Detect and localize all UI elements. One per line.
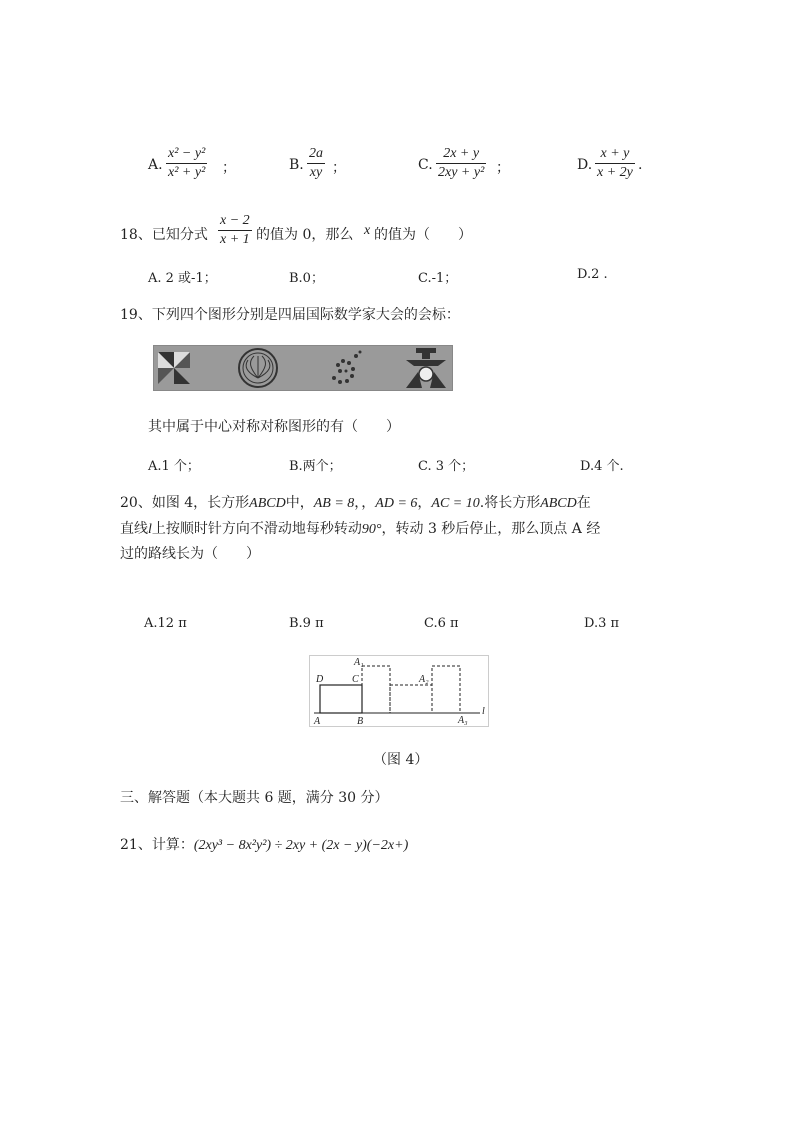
q20-line-2 <box>120 518 600 538</box>
q18-denominator: x + 1 <box>220 232 250 247</box>
q20-text-b: 中， <box>285 495 314 511</box>
logo-spiral <box>332 351 362 385</box>
q20-line2-b: 上按顺时针方向不滑动地每秒转动 <box>151 521 362 537</box>
q19-option-a: A.1 个； <box>148 459 200 474</box>
q17-b-end: ； <box>332 160 346 176</box>
q20-text-a: 20、如图 4，长方形 <box>120 495 250 511</box>
q17-d-end: . <box>638 157 643 173</box>
fig-label-b: B <box>357 716 364 726</box>
q20-line2-a: 直线 <box>120 521 148 537</box>
q19-stem: 19、下列四个图形分别是四届国际数学家大会的会标： <box>120 307 460 323</box>
figure-4-caption: （图 4） <box>373 752 429 768</box>
q21-label: 21、计算： <box>120 837 194 853</box>
q20-option-a: A.12 π <box>144 616 187 631</box>
q20-line-3: 过的路线长为（ ） <box>120 546 260 562</box>
fig-label-a3: A₃ <box>458 715 468 726</box>
fig-rect-pos-2 <box>390 685 432 713</box>
q17-b-denominator: xy <box>309 165 323 180</box>
q17-a-numerator: x² − y² <box>166 145 207 164</box>
q20-line-l: l <box>148 522 152 537</box>
q17-c-end: ； <box>496 160 510 176</box>
q18-option-c: C.-1； <box>418 271 458 286</box>
q17-option-a-label: A. <box>148 157 163 173</box>
q19-option-d: D.4 个. <box>580 459 624 474</box>
q17-d-denominator: x + 2y <box>597 165 633 180</box>
q21-stem <box>120 834 408 854</box>
q18-prefix: 18、已知分式 <box>120 227 208 243</box>
q17-option-a-fraction <box>166 145 207 182</box>
fig-label-a1: A₁ <box>354 657 364 668</box>
fig-label-l: l <box>482 706 485 717</box>
logo-strip <box>153 345 453 391</box>
q18-stem <box>120 212 520 256</box>
q20-sep-1: ，， <box>354 495 376 511</box>
q17-b-numerator: 2a <box>307 145 325 164</box>
q17-option-d-label: D. <box>577 157 593 173</box>
q18-fraction <box>218 212 252 249</box>
q21-expression: (2xy³ − 8x²y²) ÷ 2xy + (2x − y)(−2x+) <box>193 838 409 853</box>
fig-rect-pos-1 <box>362 666 390 713</box>
q20-ab: AB = 8 <box>313 496 355 511</box>
fig-label-a2: A₂ <box>419 674 429 685</box>
fig-label-a: A <box>314 716 321 726</box>
q17-option-d-fraction <box>595 145 635 182</box>
section-3-heading: 三、解答题（本大题共 6 题，满分 30 分） <box>120 790 389 806</box>
q20-option-b: B.9 π <box>289 616 324 631</box>
q17-a-denominator: x² + y² <box>168 165 206 180</box>
q19-option-c: C. 3 个； <box>418 459 475 474</box>
q20-abcd-2: ABCD <box>540 496 577 511</box>
q18-suffix-2: 的值为（ ） <box>374 227 472 243</box>
q17-c-numerator: 2x + y <box>436 145 486 164</box>
congress-logos-image <box>154 346 452 390</box>
q20-sep-2: ， <box>417 495 432 511</box>
q17-option-b-label: B. <box>289 157 304 173</box>
fig-label-c: C <box>352 674 359 685</box>
q20-text-d: 在 <box>576 495 591 511</box>
logo-pinwheel <box>158 352 190 384</box>
figure-4 <box>309 655 489 727</box>
q17-d-numerator: x + y <box>595 145 635 164</box>
logo-pagoda <box>406 348 446 388</box>
q18-option-a: A. 2 或-1； <box>148 271 217 286</box>
fig-rect-pos-3 <box>432 666 460 713</box>
q17-options <box>148 145 648 189</box>
fig-label-d: D <box>316 674 324 685</box>
q19-question: 其中属于中心对称对称图形的有（ ） <box>148 419 400 435</box>
q20-text-c: .将长方形 <box>479 495 541 511</box>
q19-option-b: B.两个； <box>289 459 342 474</box>
fig-rect-abcd <box>320 685 362 713</box>
q20-option-c: C.6 π <box>424 616 459 631</box>
q17-c-denominator: 2xy + y² <box>438 165 485 180</box>
q17-option-c-label: C. <box>418 157 433 173</box>
q17-option-b-fraction <box>307 145 325 182</box>
q20-ad: AD = 6 <box>375 496 418 511</box>
logo-circle-flower <box>239 349 277 387</box>
q18-suffix-1: 的值为 0，那么 <box>256 227 354 243</box>
q18-option-d: D.2 . <box>577 267 608 282</box>
q20-option-d: D.3 π <box>584 616 620 631</box>
q20-abcd: ABCD <box>249 496 286 511</box>
q20-line-1 <box>120 492 591 512</box>
q18-numerator: x − 2 <box>218 212 252 231</box>
q20-angle: 90° <box>361 522 382 537</box>
q17-a-end: ； <box>222 160 236 176</box>
q20-ac: AC = 10 <box>431 496 480 511</box>
q20-line2-c: ，转动 3 秒后停止，那么顶点 A 经 <box>381 521 601 537</box>
q18-option-b: B.0； <box>289 271 324 286</box>
q18-variable-x: x <box>364 223 371 238</box>
q17-option-c-fraction <box>436 145 486 182</box>
